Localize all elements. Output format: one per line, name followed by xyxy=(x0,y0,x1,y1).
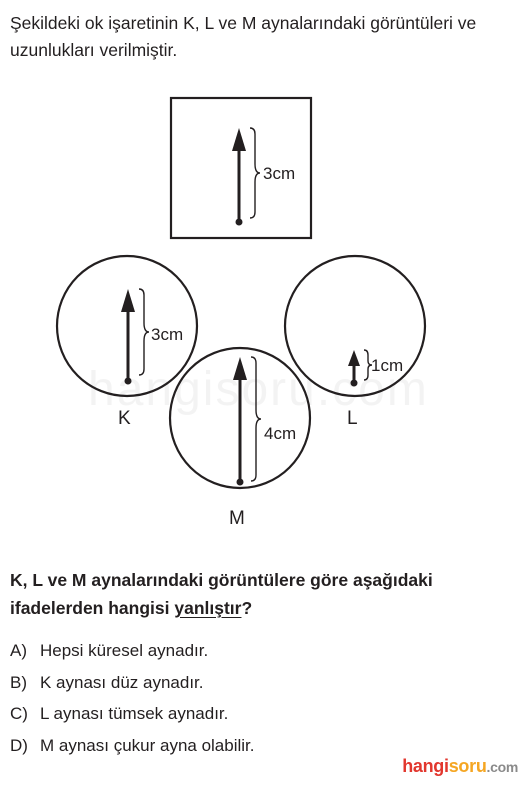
mirror-k-image-arrow xyxy=(121,289,135,385)
mirror-l-image-arrow xyxy=(348,350,360,387)
option-key: C) xyxy=(10,704,28,723)
mirror-m-brace xyxy=(251,357,261,481)
mirror-l-length-label: 1cm xyxy=(371,356,404,375)
intro-text: Şekildeki ok işaretinin K, L ve M aynalarındaki görüntüleri ve uzunlukları verilmiştir. xyxy=(10,13,477,60)
object-length-label: 3cm xyxy=(263,164,296,183)
mirror-k-length-label: 3cm xyxy=(151,325,184,344)
mirror-l-label: L xyxy=(347,408,358,429)
option-text: L aynası tümsek aynadır. xyxy=(40,704,229,723)
answer-options xyxy=(10,635,255,761)
option-a[interactable] xyxy=(10,635,255,667)
option-text: M aynası çukur ayna olabilir. xyxy=(40,735,255,755)
question-before: K, L ve M aynalarındaki görüntülere göre aşağıdaki ifadelerden hangisi xyxy=(10,570,433,618)
mirror-m-label: M xyxy=(229,508,245,529)
option-b[interactable] xyxy=(10,667,255,699)
question-text xyxy=(10,566,515,622)
option-c[interactable] xyxy=(10,698,255,730)
mirror-m-length-label: 4cm xyxy=(264,424,297,443)
option-key: A) xyxy=(10,641,27,660)
mirror-k-label: K xyxy=(118,408,131,429)
brand-part-2: soru xyxy=(448,756,487,776)
question-emphasis: yanlıştır xyxy=(174,598,242,618)
mirror-k-brace xyxy=(139,289,149,375)
brand-part-3: .com xyxy=(486,759,518,775)
brand-part-1: hangi xyxy=(402,756,449,776)
option-text: Hepsi küresel aynadır. xyxy=(40,641,209,660)
option-key: D) xyxy=(10,735,28,755)
mirror-m-image-arrow xyxy=(233,357,247,486)
option-d[interactable] xyxy=(10,730,255,762)
question-after: ? xyxy=(241,598,253,618)
brand-logo[interactable] xyxy=(402,756,518,777)
object-arrow xyxy=(232,128,246,226)
option-key: B) xyxy=(10,672,27,692)
option-text: K aynası düz aynadır. xyxy=(40,672,204,692)
object-brace xyxy=(250,128,260,218)
